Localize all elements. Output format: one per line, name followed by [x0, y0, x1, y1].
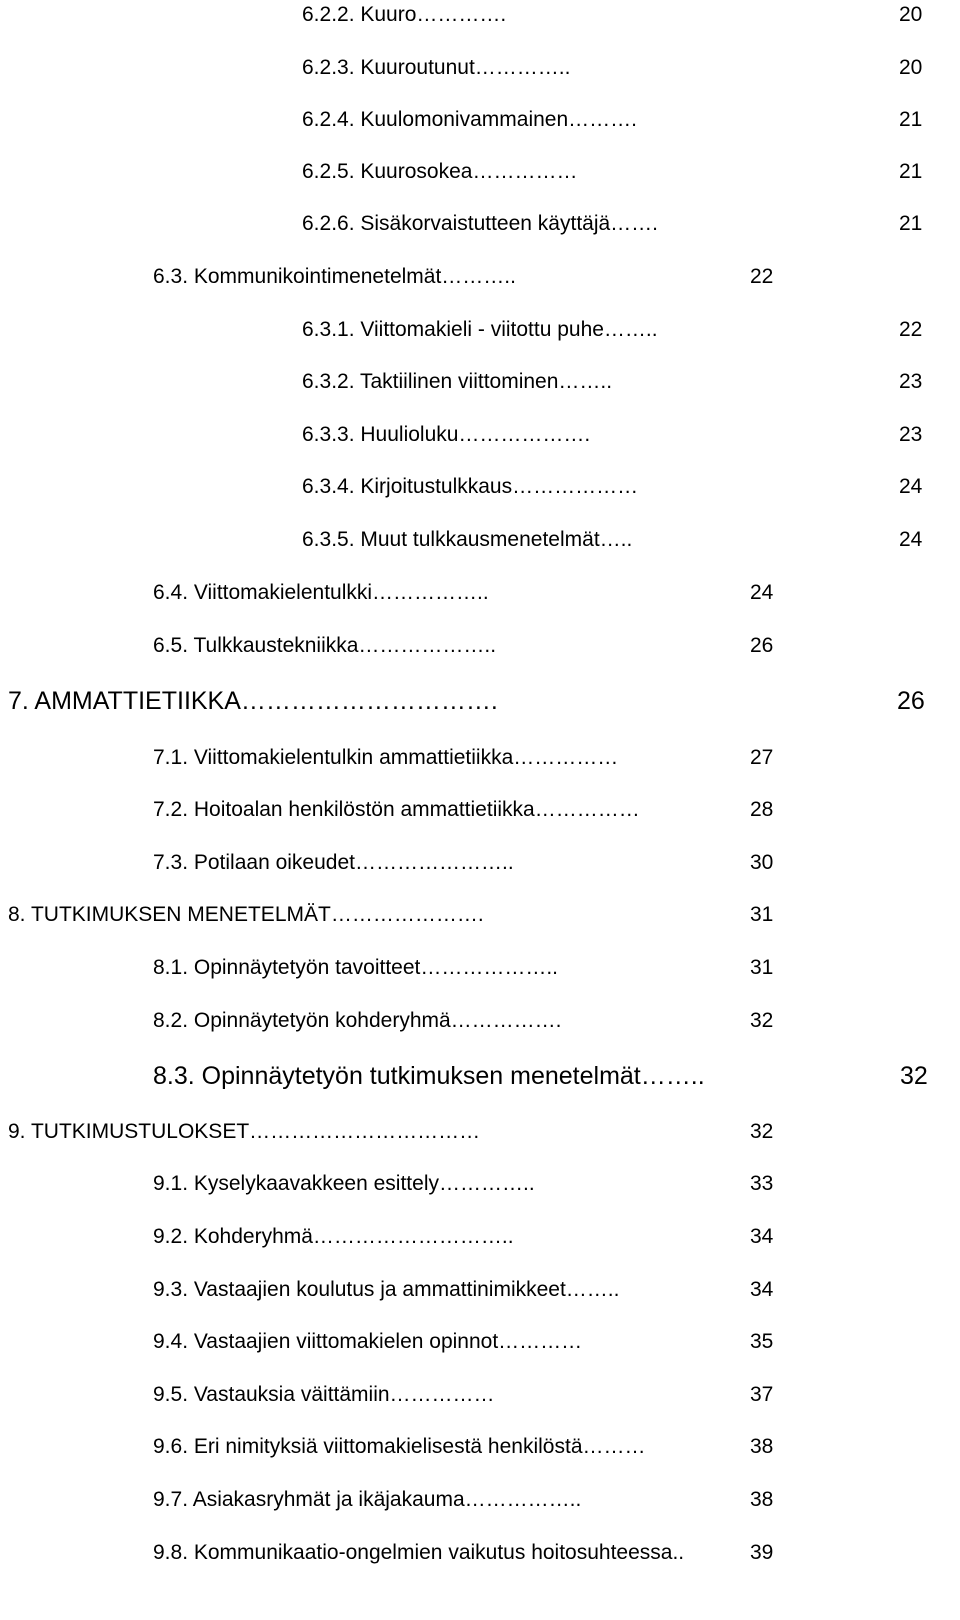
toc-entry-text: 9.3. Vastaajien koulutus ja ammattinimikkeet……..	[153, 1278, 620, 1301]
toc-entry-text: 9.2. Kohderyhmä………………………..	[153, 1225, 514, 1248]
toc-entry-page: 27	[750, 746, 774, 769]
toc-entry-page: 24	[899, 528, 923, 551]
toc-entry-text: 7. AMMATTIETIIKKA………………………….	[8, 687, 498, 715]
toc-entry-text: 7.2. Hoitoalan henkilöstön ammattietiikka……………	[153, 798, 640, 821]
toc-entry-text: 8.2. Opinnäytetyön kohderyhmä…………….	[153, 1009, 562, 1032]
toc-entry-text: 9.1. Kyselykaavakkeen esittely…………..	[153, 1172, 535, 1195]
toc-entry-text: 6.2.5. Kuurosokea……………	[302, 160, 578, 183]
toc-entry-page: 38	[750, 1488, 774, 1511]
toc-entry-text: 6.2.3. Kuuroutunut…………..	[302, 56, 571, 79]
toc-entry-page: 21	[899, 212, 923, 235]
toc-entry-text: 8.1. Opinnäytetyön tavoitteet………………..	[153, 956, 559, 979]
toc-entry-page: 24	[750, 581, 774, 604]
toc-entry-page: 31	[750, 956, 774, 979]
toc-entry-page: 38	[750, 1435, 774, 1458]
toc-entry-page: 20	[899, 3, 923, 26]
toc-entry-page: 21	[899, 160, 923, 183]
toc-entry-page: 30	[750, 851, 774, 874]
toc-entry-page: 35	[750, 1330, 774, 1353]
toc-entry-text: 6.3.4. Kirjoitustulkkaus………………	[302, 475, 639, 498]
toc-entry-page: 21	[899, 108, 923, 131]
toc-entry-text: 6.4. Viittomakielentulkki……………..	[153, 581, 489, 604]
toc-entry-text: 6.2.6. Sisäkorvaistutteen käyttäjä…….	[302, 212, 659, 235]
toc-entry-text: 6.2.2. Kuuro………….	[302, 3, 507, 26]
toc-entry-text: 6.2.4. Kuulomonivammainen……….	[302, 108, 637, 131]
toc-entry-page: 22	[899, 318, 923, 341]
toc-entry-page: 28	[750, 798, 774, 821]
toc-entry-text: 6.3.1. Viittomakieli - viitottu puhe……..	[302, 318, 658, 341]
toc-entry-text: 6.3.5. Muut tulkkausmenetelmät…..	[302, 528, 633, 551]
toc-entry-text: 9.8. Kommunikaatio-ongelmien vaikutus hoitosuhteessa..	[153, 1541, 685, 1564]
toc-entry-page: 37	[750, 1383, 774, 1406]
toc-entry-page: 20	[899, 56, 923, 79]
toc-entry-page: 26	[750, 634, 774, 657]
toc-entry-text: 9. TUTKIMUSTULOKSET……………………………	[8, 1120, 481, 1143]
toc-entry-page: 23	[899, 370, 923, 393]
toc-entry-page: 22	[750, 265, 774, 288]
toc-entry-page: 32	[750, 1009, 774, 1032]
toc-entry-page: 24	[899, 475, 923, 498]
toc-entry-page: 32	[750, 1120, 774, 1143]
toc-entry-page: 26	[897, 687, 925, 715]
toc-entry-page: 33	[750, 1172, 774, 1195]
toc-entry-text: 7.3. Potilaan oikeudet…………………..	[153, 851, 514, 874]
toc-entry-page: 32	[900, 1062, 928, 1090]
toc-entry-text: 6.5. Tulkkaustekniikka………………..	[153, 634, 497, 657]
toc-entry-text: 6.3.2. Taktiilinen viittominen……..	[302, 370, 613, 393]
toc-entry-text: 9.4. Vastaajien viittomakielen opinnot…………	[153, 1330, 583, 1353]
toc-entry-text: 6.3.3. Huulioluku……………….	[302, 423, 591, 446]
toc-entry-page: 39	[750, 1541, 774, 1564]
toc-entry-text: 6.3. Kommunikointimenetelmät………..	[153, 265, 516, 288]
toc-entry-page: 34	[750, 1278, 774, 1301]
toc-entry-text: 9.5. Vastauksia väittämiin……………	[153, 1383, 495, 1406]
toc-entry-text: 9.7. Asiakasryhmät ja ikäjakauma……………..	[153, 1488, 582, 1511]
toc-entry-page: 31	[750, 903, 774, 926]
toc-entry-page: 34	[750, 1225, 774, 1248]
toc-entry-text: 7.1. Viittomakielentulkin ammattietiikka……………	[153, 746, 619, 769]
toc-entry-page: 23	[899, 423, 923, 446]
toc-entry-text: 8. TUTKIMUKSEN MENETELMÄT………………….	[8, 903, 484, 926]
toc-entry-text: 9.6. Eri nimityksiä viittomakielisestä henkilöstä………	[153, 1435, 646, 1458]
toc-entry-text: 8.3. Opinnäytetyön tutkimuksen menetelmät……..	[153, 1062, 705, 1090]
